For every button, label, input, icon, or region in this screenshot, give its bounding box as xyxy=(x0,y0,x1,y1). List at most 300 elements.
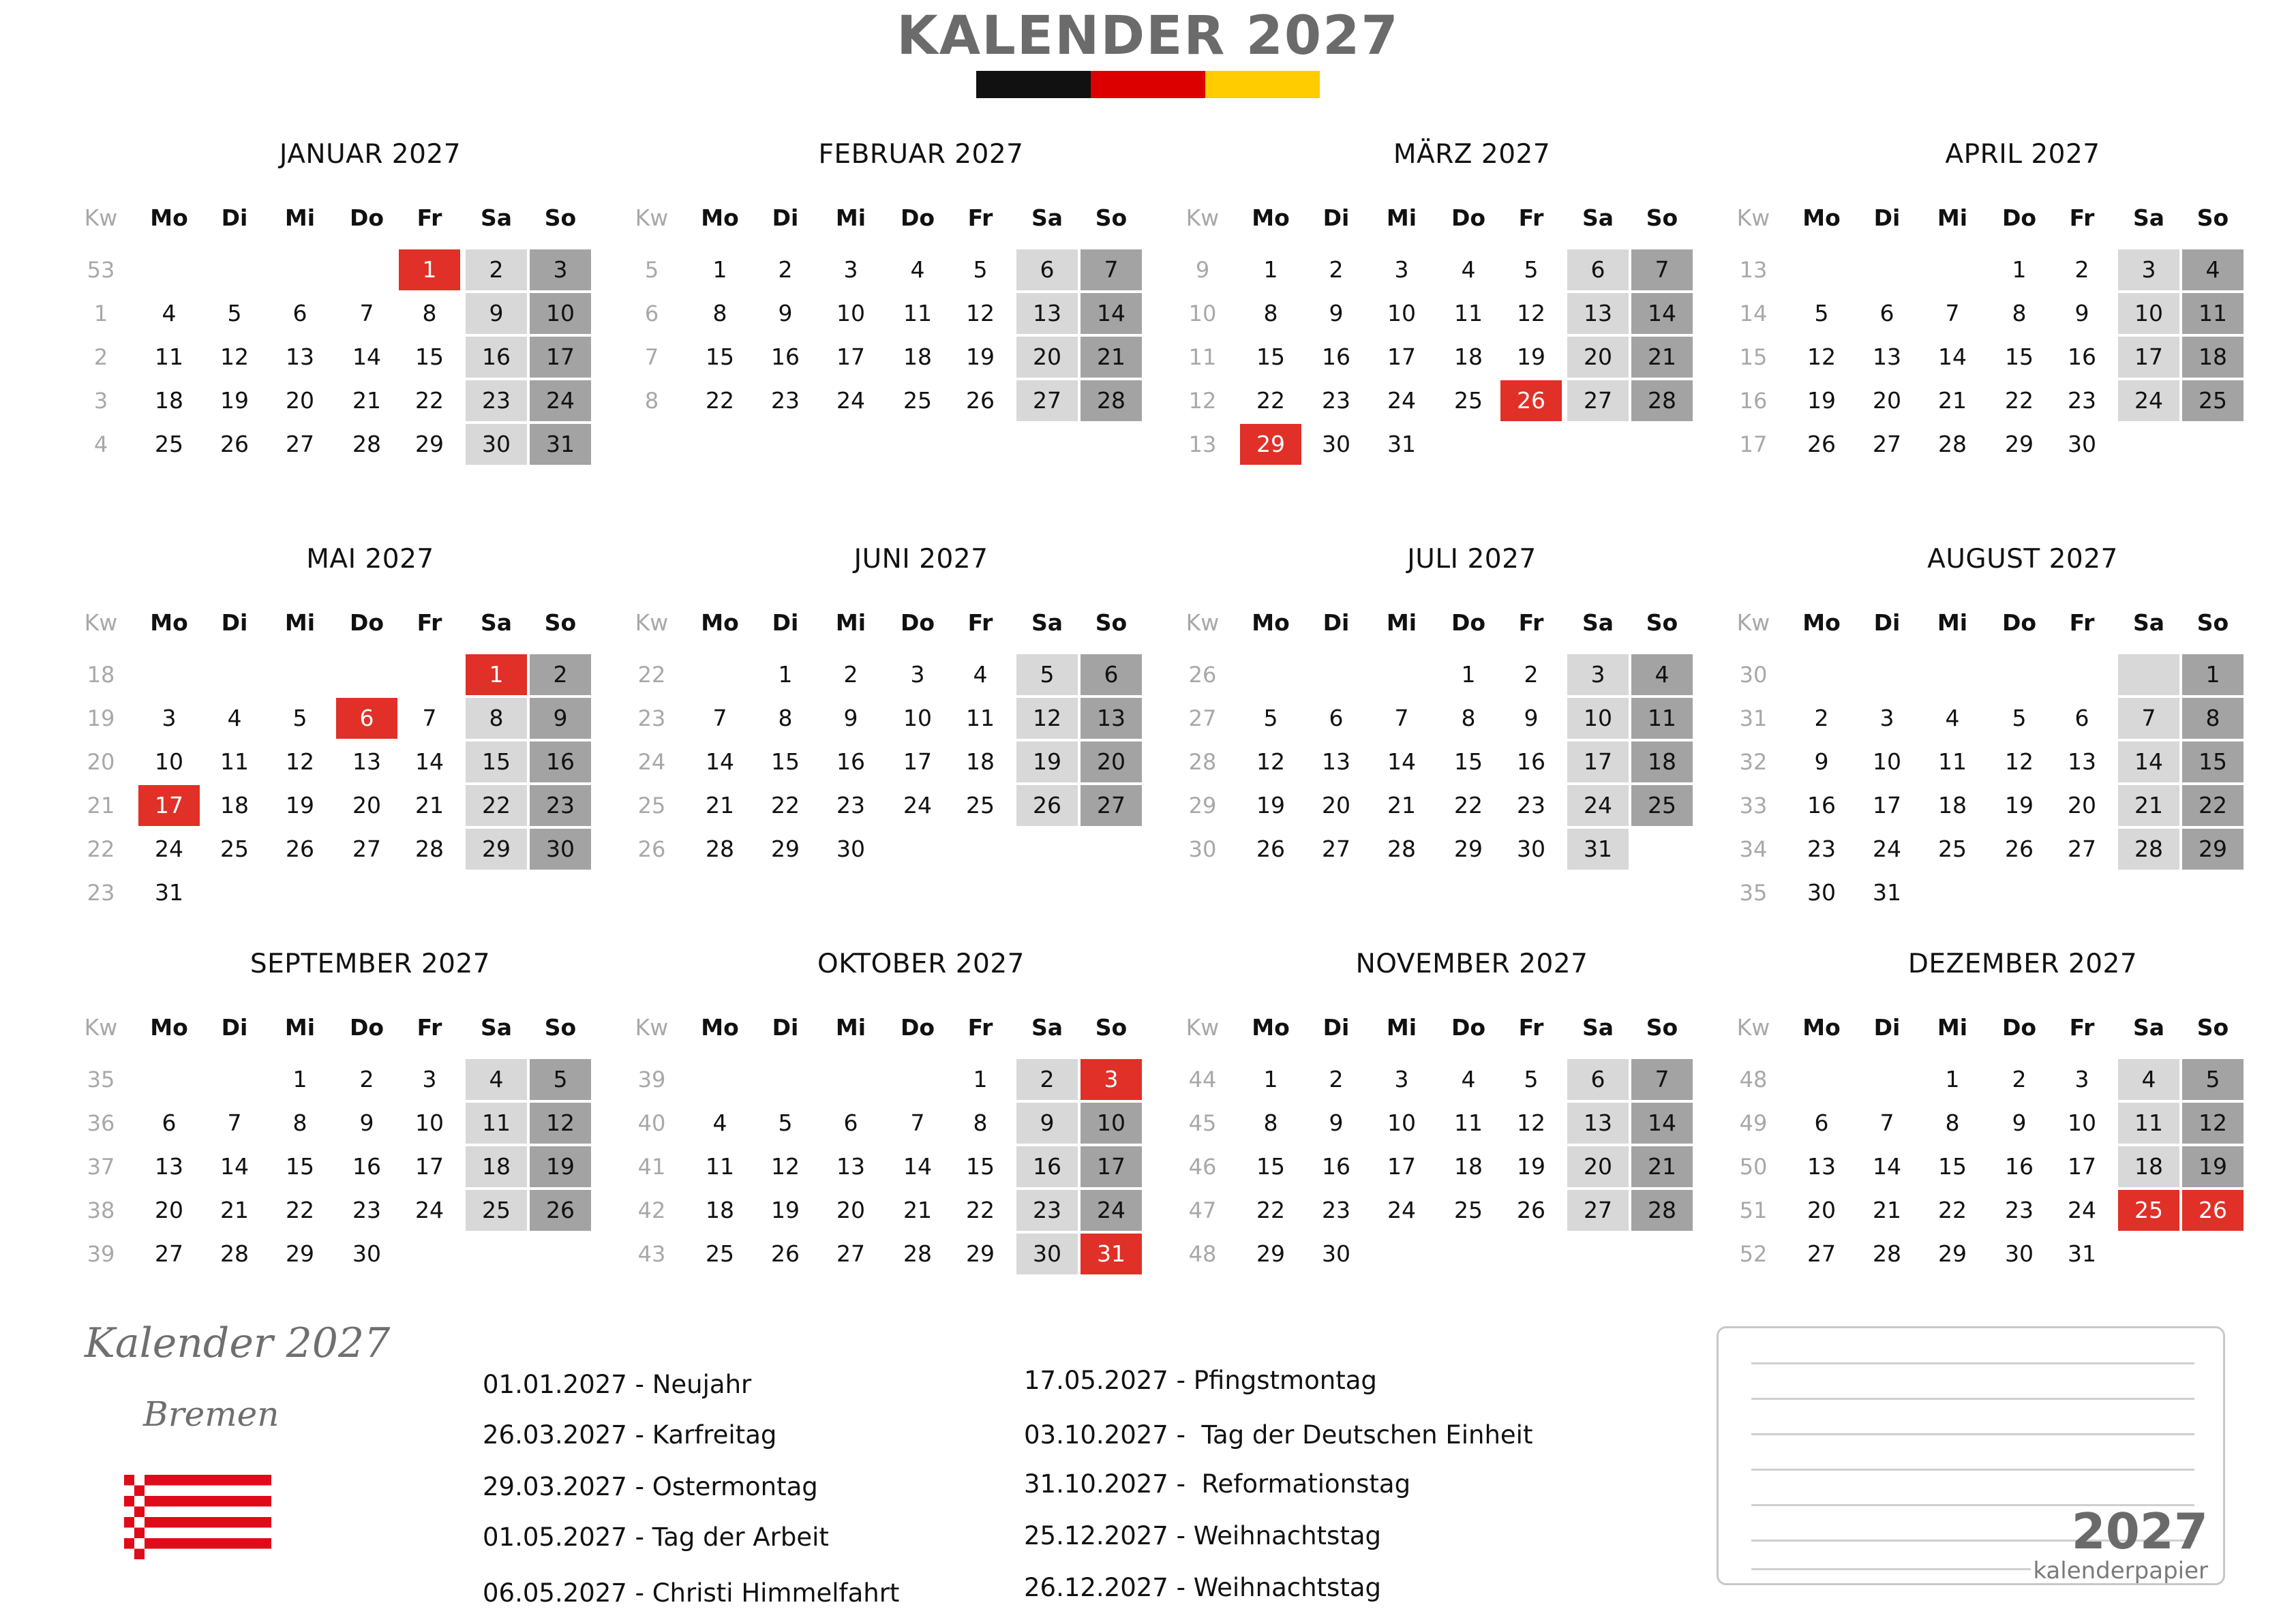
day-cell[interactable]: 3 xyxy=(2118,249,2179,290)
day-cell[interactable]: 23 xyxy=(836,792,865,818)
day-cell[interactable]: 25 xyxy=(220,836,249,862)
day-cell[interactable]: 3 xyxy=(1567,654,1629,695)
day-cell[interactable]: 13 xyxy=(1873,343,1901,370)
day-cell[interactable]: 14 xyxy=(352,343,381,370)
day-cell[interactable]: 27 xyxy=(2068,836,2096,862)
day-cell[interactable]: 23 xyxy=(1807,836,1836,862)
day-cell[interactable]: 9 xyxy=(778,300,793,326)
day-cell[interactable]: 7 xyxy=(1879,1110,1894,1136)
day-cell[interactable]: 27 xyxy=(1567,380,1629,421)
day-cell[interactable]: 8 xyxy=(422,300,437,326)
day-cell[interactable]: 25 xyxy=(903,387,932,414)
day-cell[interactable]: 9 xyxy=(1524,705,1539,731)
day-cell[interactable]: 21 xyxy=(415,792,444,818)
day-cell[interactable]: 13 xyxy=(1807,1153,1836,1180)
day-cell[interactable]: 27 xyxy=(352,836,381,862)
day-cell[interactable]: 25 xyxy=(2182,380,2244,421)
day-cell[interactable]: 21 xyxy=(1631,337,1693,378)
day-cell[interactable]: 14 xyxy=(2118,741,2179,782)
day-cell[interactable]: 1 xyxy=(466,654,527,695)
day-cell[interactable]: 28 xyxy=(220,1240,249,1267)
day-cell[interactable]: 18 xyxy=(903,343,932,370)
day-cell[interactable]: 1 xyxy=(1461,661,1476,688)
day-cell[interactable]: 10 xyxy=(836,300,865,326)
day-cell[interactable]: 25 xyxy=(2118,1190,2179,1231)
day-cell[interactable]: 3 xyxy=(843,256,858,283)
day-cell[interactable]: 4 xyxy=(466,1059,527,1100)
day-cell[interactable]: 26 xyxy=(966,387,995,414)
day-cell[interactable]: 1 xyxy=(1263,1066,1278,1092)
day-cell[interactable]: 2 xyxy=(1329,256,1344,283)
day-cell[interactable]: 4 xyxy=(1461,256,1476,283)
day-cell[interactable]: 8 xyxy=(1263,1110,1278,1136)
day-cell[interactable]: 6 xyxy=(1567,249,1629,290)
day-cell[interactable]: 15 xyxy=(966,1153,995,1180)
day-cell[interactable]: 25 xyxy=(466,1190,527,1231)
day-cell[interactable]: 24 xyxy=(2118,380,2179,421)
day-cell[interactable]: 4 xyxy=(2118,1059,2179,1100)
day-cell[interactable]: 20 xyxy=(1081,741,1142,782)
day-cell[interactable]: 10 xyxy=(1387,1110,1416,1136)
day-cell[interactable]: 5 xyxy=(778,1110,793,1136)
day-cell[interactable]: 10 xyxy=(1387,300,1416,326)
day-cell[interactable]: 15 xyxy=(1256,1153,1285,1180)
day-cell[interactable]: 16 xyxy=(530,741,591,782)
day-cell[interactable]: 23 xyxy=(1016,1190,1078,1231)
day-cell[interactable]: 2 xyxy=(2012,1066,2027,1092)
day-cell[interactable]: 21 xyxy=(2118,785,2179,826)
day-cell[interactable]: 10 xyxy=(2068,1110,2096,1136)
day-cell[interactable]: 13 xyxy=(1322,748,1350,775)
day-cell[interactable]: 1 xyxy=(973,1066,988,1092)
day-cell[interactable]: 24 xyxy=(1873,836,1901,862)
day-cell[interactable]: 22 xyxy=(706,387,734,414)
day-cell[interactable]: 20 xyxy=(352,792,381,818)
day-cell[interactable]: 21 xyxy=(1873,1197,1901,1223)
day-cell[interactable]: 25 xyxy=(706,1240,734,1267)
day-cell[interactable]: 22 xyxy=(1256,1197,1285,1223)
day-cell[interactable]: 8 xyxy=(973,1110,988,1136)
day-cell[interactable]: 9 xyxy=(466,293,527,334)
day-cell[interactable]: 11 xyxy=(466,1103,527,1144)
day-cell[interactable]: 22 xyxy=(1454,792,1483,818)
day-cell[interactable]: 8 xyxy=(1263,300,1278,326)
day-cell[interactable]: 3 xyxy=(1879,705,1894,731)
day-cell[interactable]: 9 xyxy=(1016,1103,1078,1144)
day-cell[interactable]: 24 xyxy=(1387,1197,1416,1223)
day-cell[interactable]: 16 xyxy=(1322,1153,1350,1180)
day-cell[interactable]: 29 xyxy=(966,1240,995,1267)
day-cell[interactable]: 10 xyxy=(1081,1103,1142,1144)
day-cell[interactable]: 29 xyxy=(2182,829,2244,870)
day-cell[interactable]: 28 xyxy=(2118,829,2179,870)
day-cell[interactable]: 17 xyxy=(1567,741,1629,782)
day-cell[interactable]: 19 xyxy=(1517,1153,1545,1180)
day-cell[interactable]: 27 xyxy=(1016,380,1078,421)
day-cell[interactable]: 20 xyxy=(2068,792,2096,818)
day-cell[interactable]: 9 xyxy=(2074,300,2089,326)
day-cell[interactable]: 27 xyxy=(1081,785,1142,826)
day-cell[interactable]: 15 xyxy=(466,741,527,782)
day-cell[interactable]: 26 xyxy=(2182,1190,2244,1231)
day-cell[interactable]: 24 xyxy=(530,380,591,421)
day-cell[interactable]: 3 xyxy=(1394,1066,1409,1092)
day-cell[interactable]: 11 xyxy=(903,300,932,326)
day-cell[interactable]: 27 xyxy=(1873,431,1901,457)
day-cell[interactable]: 29 xyxy=(771,836,800,862)
day-cell[interactable]: 5 xyxy=(1524,1066,1539,1092)
day-cell[interactable]: 30 xyxy=(352,1240,381,1267)
day-cell[interactable]: 23 xyxy=(530,785,591,826)
day-cell[interactable]: 24 xyxy=(2068,1197,2096,1223)
day-cell[interactable]: 27 xyxy=(1567,1190,1629,1231)
day-cell[interactable]: 16 xyxy=(771,343,800,370)
day-cell[interactable]: 20 xyxy=(1567,337,1629,378)
day-cell[interactable]: 17 xyxy=(836,343,865,370)
day-cell[interactable]: 28 xyxy=(1631,380,1693,421)
day-cell[interactable]: 23 xyxy=(352,1197,381,1223)
day-cell[interactable]: 15 xyxy=(415,343,444,370)
day-cell[interactable]: 26 xyxy=(2005,836,2034,862)
day-cell[interactable]: 8 xyxy=(1461,705,1476,731)
day-cell[interactable]: 27 xyxy=(1807,1240,1836,1267)
day-cell[interactable]: 19 xyxy=(1256,792,1285,818)
day-cell[interactable]: 8 xyxy=(712,300,727,326)
day-cell[interactable]: 4 xyxy=(162,300,177,326)
day-cell[interactable]: 9 xyxy=(1329,300,1344,326)
day-cell[interactable]: 20 xyxy=(1567,1146,1629,1187)
day-cell[interactable]: 26 xyxy=(1016,785,1078,826)
day-cell[interactable]: 2 xyxy=(2074,256,2089,283)
day-cell[interactable]: 18 xyxy=(155,387,183,414)
day-cell[interactable]: 13 xyxy=(1081,698,1142,739)
day-cell[interactable]: 7 xyxy=(1631,249,1693,290)
day-cell[interactable]: 12 xyxy=(771,1153,800,1180)
day-cell[interactable]: 29 xyxy=(1256,1240,1285,1267)
day-cell[interactable]: 28 xyxy=(1387,836,1416,862)
day-cell[interactable]: 10 xyxy=(903,705,932,731)
day-cell[interactable]: 12 xyxy=(530,1103,591,1144)
day-cell[interactable]: 6 xyxy=(1081,654,1142,695)
day-cell[interactable]: 4 xyxy=(1945,705,1960,731)
day-cell[interactable]: 3 xyxy=(910,661,925,688)
day-cell[interactable]: 24 xyxy=(155,836,183,862)
day-cell[interactable]: 25 xyxy=(1938,836,1967,862)
day-cell[interactable]: 30 xyxy=(2005,1240,2034,1267)
day-cell[interactable]: 9 xyxy=(1329,1110,1344,1136)
day-cell[interactable]: 18 xyxy=(1454,1153,1483,1180)
day-cell[interactable]: 6 xyxy=(1016,249,1078,290)
day-cell[interactable]: 19 xyxy=(1016,741,1078,782)
day-cell[interactable]: 7 xyxy=(359,300,374,326)
day-cell[interactable]: 18 xyxy=(1454,343,1483,370)
day-cell[interactable]: 21 xyxy=(220,1197,249,1223)
day-cell[interactable]: 24 xyxy=(903,792,932,818)
day-cell[interactable]: 2 xyxy=(1814,705,1829,731)
day-cell[interactable]: 28 xyxy=(1631,1190,1693,1231)
day-cell[interactable]: 17 xyxy=(2068,1153,2096,1180)
day-cell[interactable]: 13 xyxy=(1567,293,1629,334)
day-cell[interactable]: 20 xyxy=(1322,792,1350,818)
day-cell[interactable]: 24 xyxy=(1081,1190,1142,1231)
day-cell[interactable]: 14 xyxy=(903,1153,932,1180)
day-cell[interactable]: 29 xyxy=(415,431,444,457)
day-cell[interactable]: 28 xyxy=(415,836,444,862)
day-cell[interactable]: 29 xyxy=(1454,836,1483,862)
day-cell[interactable]: 19 xyxy=(2005,792,2034,818)
day-cell[interactable]: 14 xyxy=(220,1153,249,1180)
day-cell[interactable]: 2 xyxy=(1524,661,1539,688)
day-cell[interactable]: 23 xyxy=(771,387,800,414)
day-cell[interactable]: 31 xyxy=(1081,1234,1142,1274)
day-cell[interactable]: 19 xyxy=(771,1197,800,1223)
day-cell[interactable]: 10 xyxy=(415,1110,444,1136)
day-cell[interactable]: 17 xyxy=(903,748,932,775)
day-cell[interactable]: 26 xyxy=(220,431,249,457)
day-cell[interactable]: 20 xyxy=(155,1197,183,1223)
day-cell[interactable]: 2 xyxy=(778,256,793,283)
day-cell[interactable]: 8 xyxy=(778,705,793,731)
day-cell[interactable]: 7 xyxy=(422,705,437,731)
day-cell[interactable]: 23 xyxy=(466,380,527,421)
day-cell[interactable]: 2 xyxy=(530,654,591,695)
day-cell[interactable]: 14 xyxy=(1081,293,1142,334)
day-cell[interactable]: 15 xyxy=(771,748,800,775)
day-cell[interactable]: 17 xyxy=(530,337,591,378)
day-cell[interactable]: 3 xyxy=(1394,256,1409,283)
day-cell[interactable]: 5 xyxy=(1263,705,1278,731)
day-cell[interactable]: 15 xyxy=(706,343,734,370)
day-cell[interactable]: 7 xyxy=(227,1110,242,1136)
day-cell[interactable]: 21 xyxy=(1387,792,1416,818)
day-cell[interactable]: 29 xyxy=(286,1240,314,1267)
day-cell[interactable]: 22 xyxy=(1938,1197,1967,1223)
day-cell[interactable]: 23 xyxy=(1322,1197,1350,1223)
day-cell[interactable]: 22 xyxy=(286,1197,314,1223)
day-cell[interactable]: 15 xyxy=(2182,741,2244,782)
day-cell[interactable]: 30 xyxy=(466,424,527,465)
day-cell[interactable]: 12 xyxy=(2182,1103,2244,1144)
day-cell[interactable]: 19 xyxy=(2182,1146,2244,1187)
day-cell[interactable]: 26 xyxy=(1807,431,1836,457)
day-cell[interactable]: 7 xyxy=(1945,300,1960,326)
day-cell[interactable]: 17 xyxy=(1387,343,1416,370)
day-cell[interactable]: 28 xyxy=(352,431,381,457)
day-cell[interactable]: 22 xyxy=(966,1197,995,1223)
day-cell[interactable]: 25 xyxy=(1454,1197,1483,1223)
day-cell[interactable]: 23 xyxy=(1322,387,1350,414)
day-cell[interactable]: 14 xyxy=(1387,748,1416,775)
day-cell[interactable]: 9 xyxy=(1814,748,1829,775)
day-cell[interactable]: 15 xyxy=(1256,343,1285,370)
day-cell[interactable]: 10 xyxy=(1873,748,1901,775)
day-cell[interactable]: 1 xyxy=(778,661,793,688)
day-cell[interactable]: 5 xyxy=(1016,654,1078,695)
day-cell[interactable]: 24 xyxy=(836,387,865,414)
day-cell[interactable]: 16 xyxy=(1016,1146,1078,1187)
day-cell[interactable]: 13 xyxy=(836,1153,865,1180)
day-cell[interactable]: 13 xyxy=(352,748,381,775)
day-cell[interactable]: 16 xyxy=(1807,792,1836,818)
day-cell[interactable]: 29 xyxy=(1240,424,1301,465)
day-cell[interactable]: 14 xyxy=(1938,343,1967,370)
day-cell[interactable]: 12 xyxy=(1517,1110,1545,1136)
day-cell[interactable]: 16 xyxy=(2005,1153,2034,1180)
day-cell[interactable]: 12 xyxy=(220,343,249,370)
day-cell[interactable]: 8 xyxy=(2012,300,2027,326)
day-cell[interactable]: 16 xyxy=(466,337,527,378)
day-cell[interactable]: 13 xyxy=(286,343,314,370)
day-cell[interactable]: 12 xyxy=(1016,698,1078,739)
day-cell[interactable]: 11 xyxy=(220,748,249,775)
day-cell[interactable]: 22 xyxy=(771,792,800,818)
day-cell[interactable]: 22 xyxy=(2005,387,2034,414)
day-cell[interactable]: 27 xyxy=(836,1240,865,1267)
day-cell[interactable]: 30 xyxy=(1016,1234,1078,1274)
day-cell[interactable]: 31 xyxy=(1873,879,1901,906)
day-cell[interactable]: 7 xyxy=(2118,698,2179,739)
day-cell[interactable]: 24 xyxy=(415,1197,444,1223)
day-cell[interactable]: 31 xyxy=(1567,829,1629,870)
day-cell[interactable]: 27 xyxy=(155,1240,183,1267)
day-cell[interactable]: 13 xyxy=(155,1153,183,1180)
notes-box[interactable] xyxy=(1717,1326,2225,1585)
day-cell[interactable]: 18 xyxy=(220,792,249,818)
day-cell[interactable]: 12 xyxy=(1517,300,1545,326)
day-cell[interactable]: 17 xyxy=(1873,792,1901,818)
day-cell[interactable]: 12 xyxy=(1807,343,1836,370)
day-cell[interactable]: 5 xyxy=(1524,256,1539,283)
day-cell[interactable]: 11 xyxy=(966,705,995,731)
day-cell[interactable]: 25 xyxy=(1631,785,1693,826)
day-cell[interactable]: 27 xyxy=(286,431,314,457)
day-cell[interactable]: 16 xyxy=(1322,343,1350,370)
day-cell[interactable]: 6 xyxy=(843,1110,858,1136)
day-cell[interactable]: 30 xyxy=(836,836,865,862)
day-cell[interactable]: 11 xyxy=(2118,1103,2179,1144)
day-cell[interactable]: 19 xyxy=(966,343,995,370)
day-cell[interactable]: 6 xyxy=(1329,705,1344,731)
day-cell[interactable]: 3 xyxy=(162,705,177,731)
day-cell[interactable]: 14 xyxy=(1873,1153,1901,1180)
day-cell[interactable]: 28 xyxy=(1873,1240,1901,1267)
day-cell[interactable]: 2 xyxy=(843,661,858,688)
day-cell[interactable]: 30 xyxy=(1322,1240,1350,1267)
day-cell[interactable]: 22 xyxy=(2182,785,2244,826)
day-cell[interactable]: 9 xyxy=(530,698,591,739)
day-cell[interactable]: 5 xyxy=(2182,1059,2244,1100)
day-cell[interactable]: 17 xyxy=(2118,337,2179,378)
day-cell[interactable]: 22 xyxy=(466,785,527,826)
day-cell[interactable]: 7 xyxy=(1631,1059,1693,1100)
day-cell[interactable]: 15 xyxy=(2005,343,2034,370)
day-cell[interactable]: 14 xyxy=(706,748,734,775)
day-cell[interactable]: 2 xyxy=(359,1066,374,1092)
day-cell[interactable]: 4 xyxy=(2182,249,2244,290)
day-cell[interactable]: 18 xyxy=(2118,1146,2179,1187)
day-cell[interactable]: 11 xyxy=(706,1153,734,1180)
day-cell[interactable]: 31 xyxy=(1387,431,1416,457)
day-cell[interactable]: 7 xyxy=(1081,249,1142,290)
day-cell[interactable]: 16 xyxy=(836,748,865,775)
day-cell[interactable]: 25 xyxy=(966,792,995,818)
day-cell[interactable]: 7 xyxy=(910,1110,925,1136)
day-cell[interactable]: 18 xyxy=(706,1197,734,1223)
day-cell[interactable]: 14 xyxy=(1631,293,1693,334)
day-cell[interactable]: 8 xyxy=(292,1110,307,1136)
day-cell[interactable]: 30 xyxy=(1807,879,1836,906)
day-cell[interactable]: 26 xyxy=(286,836,314,862)
day-cell[interactable]: 18 xyxy=(466,1146,527,1187)
day-cell[interactable]: 8 xyxy=(2182,698,2244,739)
day-cell[interactable]: 10 xyxy=(530,293,591,334)
day-cell[interactable]: 18 xyxy=(1631,741,1693,782)
day-cell[interactable]: 21 xyxy=(1631,1146,1693,1187)
day-cell[interactable]: 20 xyxy=(1016,337,1078,378)
day-cell[interactable]: 4 xyxy=(227,705,242,731)
day-cell[interactable]: 12 xyxy=(286,748,314,775)
day-cell[interactable]: 10 xyxy=(1567,698,1629,739)
day-cell[interactable]: 17 xyxy=(415,1153,444,1180)
day-cell[interactable]: 3 xyxy=(530,249,591,290)
day-cell[interactable]: 16 xyxy=(2068,343,2096,370)
day-cell[interactable]: 24 xyxy=(1567,785,1629,826)
day-cell[interactable]: 18 xyxy=(2182,337,2244,378)
day-cell[interactable]: 23 xyxy=(2005,1197,2034,1223)
day-cell[interactable]: 1 xyxy=(1263,256,1278,283)
day-cell[interactable]: 3 xyxy=(2074,1066,2089,1092)
day-cell[interactable]: 18 xyxy=(966,748,995,775)
day-cell[interactable]: 22 xyxy=(1256,387,1285,414)
day-cell[interactable]: 9 xyxy=(843,705,858,731)
day-cell[interactable]: 5 xyxy=(973,256,988,283)
day-cell[interactable]: 29 xyxy=(466,829,527,870)
day-cell[interactable]: 3 xyxy=(1081,1059,1142,1100)
day-cell[interactable]: 20 xyxy=(836,1197,865,1223)
day-cell[interactable]: 29 xyxy=(2005,431,2034,457)
day-cell[interactable]: 11 xyxy=(1454,300,1483,326)
day-cell[interactable]: 31 xyxy=(530,424,591,465)
day-cell[interactable]: 1 xyxy=(2182,654,2244,695)
day-cell[interactable]: 10 xyxy=(155,748,183,775)
day-cell[interactable]: 6 xyxy=(2074,705,2089,731)
day-cell[interactable]: 6 xyxy=(162,1110,177,1136)
day-cell[interactable]: 28 xyxy=(706,836,734,862)
day-cell[interactable]: 5 xyxy=(292,705,307,731)
day-cell[interactable]: 21 xyxy=(706,792,734,818)
day-cell[interactable]: 20 xyxy=(1873,387,1901,414)
day-cell[interactable]: 2 xyxy=(1329,1066,1344,1092)
day-cell[interactable]: 23 xyxy=(1517,792,1545,818)
day-cell[interactable]: 28 xyxy=(903,1240,932,1267)
day-cell[interactable]: 4 xyxy=(1631,654,1693,695)
day-cell[interactable]: 13 xyxy=(2068,748,2096,775)
day-cell[interactable]: 19 xyxy=(530,1146,591,1187)
day-cell[interactable]: 5 xyxy=(227,300,242,326)
day-cell[interactable]: 11 xyxy=(155,343,183,370)
day-cell[interactable]: 7 xyxy=(712,705,727,731)
day-cell[interactable]: 15 xyxy=(286,1153,314,1180)
day-cell[interactable]: 4 xyxy=(910,256,925,283)
day-cell[interactable]: 22 xyxy=(415,387,444,414)
day-cell[interactable]: 15 xyxy=(1938,1153,1967,1180)
day-cell[interactable]: 30 xyxy=(530,829,591,870)
day-cell[interactable]: 5 xyxy=(2012,705,2027,731)
day-cell[interactable]: 6 xyxy=(1879,300,1894,326)
day-cell[interactable]: 26 xyxy=(1517,1197,1545,1223)
day-cell[interactable]: 6 xyxy=(1567,1059,1629,1100)
day-cell[interactable]: 11 xyxy=(2182,293,2244,334)
